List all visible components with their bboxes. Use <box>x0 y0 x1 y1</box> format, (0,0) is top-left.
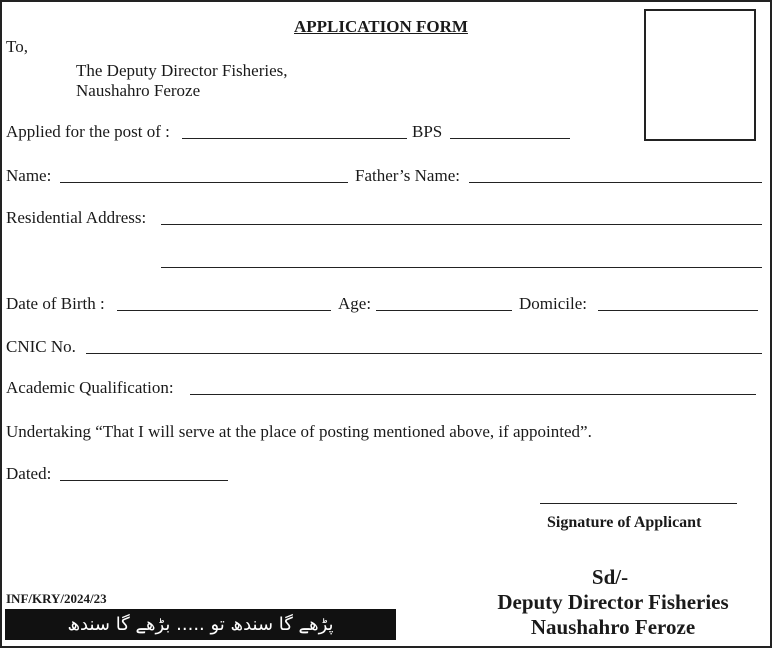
sd-mark: Sd/- <box>591 565 629 589</box>
photo-box <box>644 9 756 141</box>
address-field-line1[interactable] <box>161 224 762 225</box>
authority-line2: Naushahro Feroze <box>530 615 696 639</box>
name-field[interactable] <box>60 182 348 183</box>
dated-field[interactable] <box>60 480 228 481</box>
bps-field[interactable] <box>450 138 570 139</box>
age-field[interactable] <box>376 310 512 311</box>
cnic-label: CNIC No. <box>6 337 76 356</box>
post-field[interactable] <box>182 138 407 139</box>
age-label: Age: <box>338 294 372 313</box>
dob-label: Date of Birth : <box>6 294 105 313</box>
to-label: To, <box>6 37 28 56</box>
address-field-line2[interactable] <box>161 267 762 268</box>
dob-field[interactable] <box>117 310 331 311</box>
qualification-field[interactable] <box>190 394 756 395</box>
qualification-label: Academic Qualification: <box>6 378 174 397</box>
signature-line[interactable] <box>540 503 737 504</box>
form-title: APPLICATION FORM <box>294 17 468 36</box>
reference-number: INF/KRY/2024/23 <box>6 591 107 606</box>
father-name-label: Father’s Name: <box>355 166 460 185</box>
urdu-slogan-banner: پڑھے گا سندھ تو ..... بڑھے گا سندھ <box>5 609 396 640</box>
address-label: Residential Address: <box>6 208 147 227</box>
domicile-field[interactable] <box>598 310 758 311</box>
bps-label: BPS <box>412 122 443 141</box>
post-label: Applied for the post of : <box>6 122 170 141</box>
dated-label: Dated: <box>6 464 52 483</box>
name-label: Name: <box>6 166 52 185</box>
cnic-field[interactable] <box>86 353 762 354</box>
addressee-line2: Naushahro Feroze <box>76 81 201 100</box>
undertaking-text: Undertaking “That I will serve at the place of posting mentioned above, if appointed”. <box>6 422 592 441</box>
signature-label: Signature of Applicant <box>547 514 702 531</box>
father-name-field[interactable] <box>469 182 762 183</box>
authority-line1: Deputy Director Fisheries <box>497 590 729 614</box>
addressee-line1: The Deputy Director Fisheries, <box>76 61 288 80</box>
domicile-label: Domicile: <box>519 294 587 313</box>
